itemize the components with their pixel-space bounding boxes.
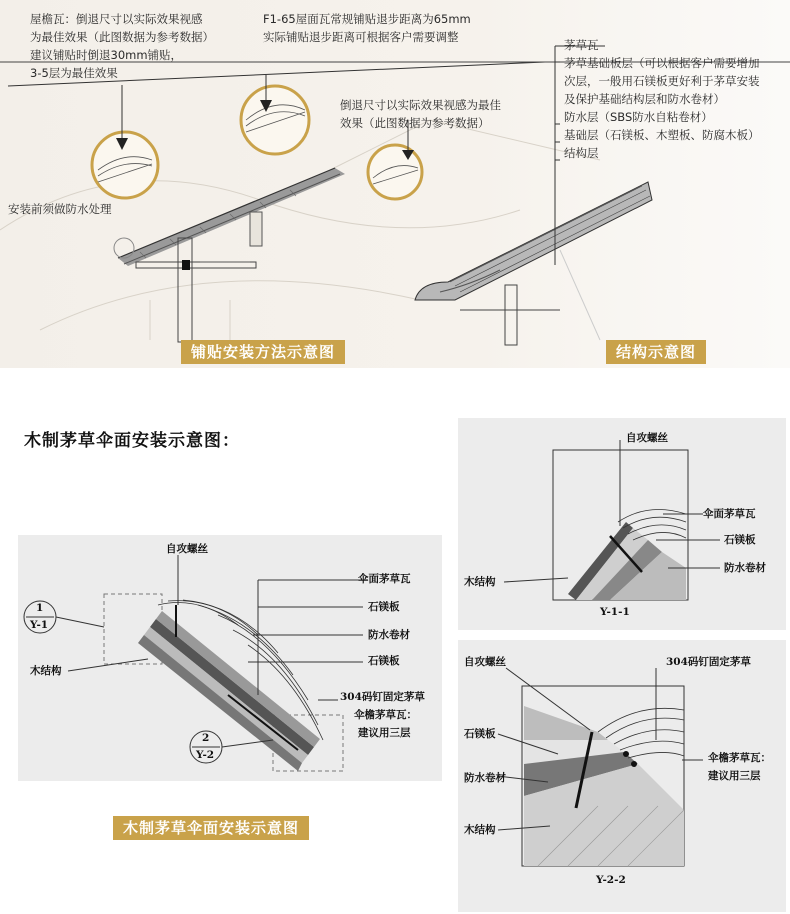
y11-ref: Y-1-1 [600,606,630,618]
label-mg-board-2: 石镁板 [368,655,400,667]
label-eave-tile-note: 建议用三层 [358,727,411,739]
f165-note-line-2: 实际铺贴退步距离可根据客户需要调整 [263,30,459,44]
label-screw: 自攻螺丝 [166,543,208,555]
y22-label-mg-board: 石镁板 [464,728,496,740]
callout2-ref: Y-2 [196,749,215,761]
banner-installation-method: 铺贴安装方法示意图 [181,340,345,364]
layer-structure: 结构层 [564,146,599,160]
right-roof [415,182,652,345]
f165-note-line-1: F1-65屋面瓦常规铺贴退步距离为65mm [263,12,471,26]
label-umbrella-tile: 伞面茅草瓦 [358,573,411,585]
umbrella-installation-diagram [18,535,442,781]
y11-label-mg-board: 石镁板 [724,534,756,546]
setback-note-line-2: 效果（此图数据为参考数据） [340,116,490,130]
label-waterproof: 防水卷材 [368,629,410,641]
banner-structure: 结构示意图 [606,340,706,364]
layer-thatch-tile: 茅草瓦 [564,38,599,52]
eave-note-line-2: 为最佳效果（此图数据为参考数据） [30,30,214,44]
layer-thatch-base-line-2: 次层，一般用石镁板更好利于茅草安装 [564,74,760,88]
y22-label-eave-tile-note: 建议用三层 [708,770,761,782]
eave-note-line-1: 屋檐瓦：倒退尺寸以实际效果视感 [30,12,203,26]
y22-label-waterproof: 防水卷材 [464,772,506,784]
section-title: 木制茅草伞面安装示意图： [24,431,240,451]
eave-note-line-3: 建议铺贴时倒退30mm铺贴， [30,48,183,62]
top-illustration-panel [0,0,790,368]
detail-y-1-1 [458,418,786,630]
label-mg-board-1: 石镁板 [368,601,400,613]
y22-label-wood: 木结构 [464,824,496,836]
y22-label-eave-tile: 伞檐茅草瓦： [708,752,771,764]
y11-label-waterproof: 防水卷材 [724,562,766,574]
y11-label-wood: 木结构 [464,576,496,588]
y22-ref: Y-2-2 [596,874,626,886]
banner-umbrella-installation: 木制茅草伞面安装示意图 [113,816,309,840]
y22-label-nail: 304码钉固定茅草 [666,656,751,668]
label-eave-tile: 伞檐茅草瓦： [354,709,417,721]
callout1-number: 1 [36,602,44,614]
detail-y-1-1-drawing [458,418,786,630]
layer-waterproof: 防水层（SBS防水自粘卷材） [564,110,713,124]
setback-note-line-1: 倒退尺寸以实际效果视感为最佳 [340,98,501,112]
layer-base: 基础层（石镁板、木塑板、防腐木板） [564,128,760,142]
callout1-ref: Y-1 [30,619,49,631]
f165-note [263,10,471,46]
eave-note-line-4: 3-5层为最佳效果 [30,66,118,80]
y22-label-screw: 自攻螺丝 [464,656,506,668]
detail-y-2-2 [458,640,786,912]
layer-list [564,36,760,162]
waterproof-note: 安装前须做防水处理 [8,202,112,216]
layer-thatch-base-line-3: 及保护基础结构层和防水卷材） [564,92,725,106]
y11-label-screw: 自攻螺丝 [626,432,668,444]
setback-note [340,96,501,132]
callout2-number: 2 [202,732,210,744]
layer-thatch-base: 茅草基础板层（可以根据客户需要增加 [564,56,760,70]
label-wood: 木结构 [30,665,62,677]
label-nail: 304码钉固定茅草 [340,691,425,703]
background-sketch [0,120,600,340]
eave-note [30,10,214,82]
y11-label-umbrella-tile: 伞面茅草瓦 [703,508,756,520]
